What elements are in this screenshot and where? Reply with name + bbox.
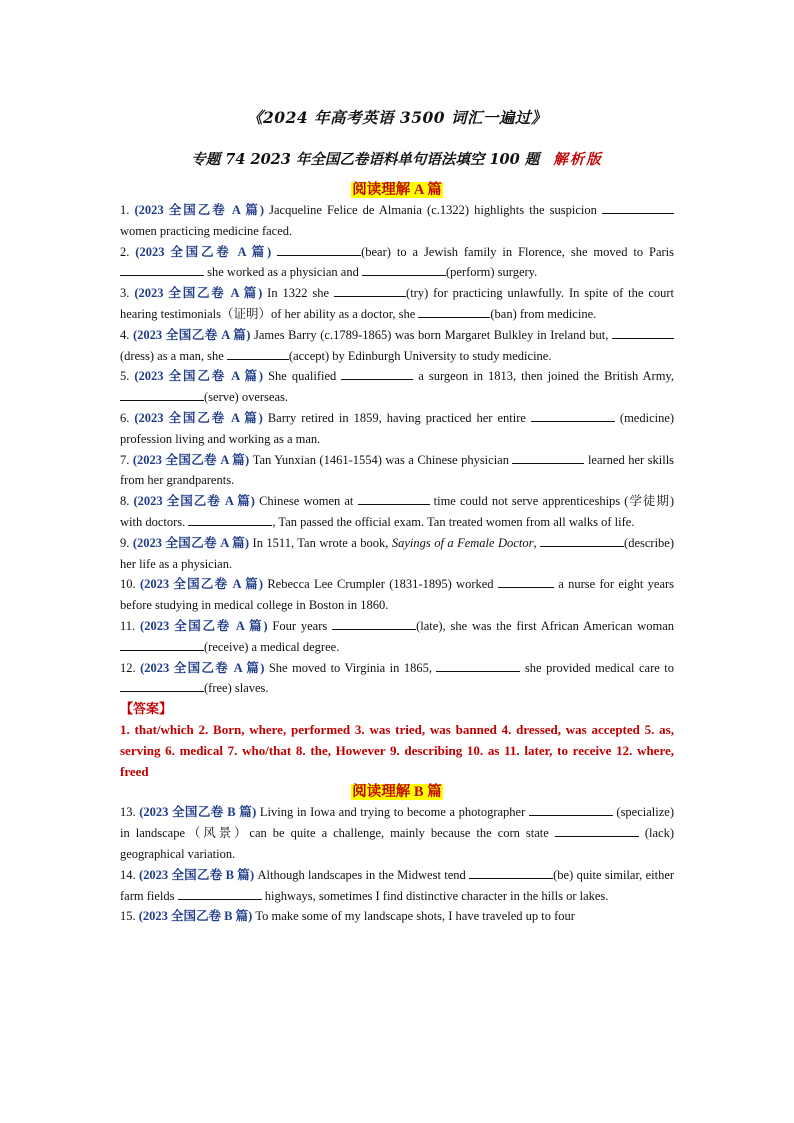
answer-blank[interactable] <box>227 347 289 360</box>
answer-blank[interactable] <box>602 201 674 214</box>
section-heading-b: 阅读理解 B 篇 <box>352 784 442 801</box>
question-12: 12. (2023 全国乙卷 A 篇) She moved to Virginia in 1865, she provided medical care to (free) slaves. <box>120 660 674 696</box>
answer-blank[interactable] <box>178 887 262 900</box>
section-heading-a: 阅读理解 A 篇 <box>352 182 442 198</box>
answers-label: 【答案】 <box>120 701 173 717</box>
answer-blank[interactable] <box>334 284 406 297</box>
answer-blank[interactable] <box>612 326 674 339</box>
answer-blank[interactable] <box>436 659 520 672</box>
question-6: 6. (2023 全国乙卷 A 篇) Barry retired in 1859, having practiced her entire (medicine) profession living and working as a man. <box>120 410 675 446</box>
document-subtitle <box>0 148 794 169</box>
answer-blank[interactable] <box>529 803 613 816</box>
question-9: 9. (2023 全国乙卷 A 篇) In 1511, Tan wrote a book, Sayings of a Female Doctor, (describe) her life as a physician. <box>120 535 675 571</box>
answers-text: 1. that/which 2. Born, where, performed 3. was tried, was banned 4. dressed, was accepted 5. as, serving 6. medical 7. who/that 8. the, However 9. describing 10. as 11. later, to receive 12. where, freed <box>120 721 674 779</box>
question-11: 11. (2023 全国乙卷 A 篇) Four years (late), she was the first African American woman (receive) a medical degree. <box>120 618 675 654</box>
answer-blank[interactable] <box>555 824 639 837</box>
subtitle-text: 专题 74 2023 年全国乙卷语料单句语法填空 100 题 <box>191 151 540 168</box>
answer-blank[interactable] <box>358 492 430 505</box>
question-4: 4. (2023 全国乙卷 A 篇) James Barry (c.1789-1865) was born Margaret Bulkley in Ireland but, (dress) as a man, she (accept) by Edinburgh University to study medicine. <box>120 325 674 367</box>
answer-blank[interactable] <box>512 451 584 464</box>
answer-blank[interactable] <box>469 866 553 879</box>
answer-blank[interactable] <box>120 263 204 276</box>
answer-blank[interactable] <box>531 409 615 422</box>
question-14: 14. (2023 全国乙卷 B 篇) Although landscapes in the Midwest tend (be) quite similar, either farm fields highways, sometimes I find distinctive character in the hills or lakes. <box>120 867 675 903</box>
question-15: 15. (2023 全国乙卷 B 篇) To make some of my landscape shots, I have traveled up to four <box>120 909 575 924</box>
question-13: 13. (2023 全国乙卷 B 篇) Living in Iowa and trying to become a photographer (specialize) in landscape（风景）can be quite a challenge, mainly because the corn state (lack) geographical variation. <box>120 805 675 861</box>
answer-blank[interactable] <box>362 263 446 276</box>
question-2: 2. (2023 全国乙卷 A 篇) (bear) to a Jewish family in Florence, she moved to Paris she worked as a physician and (perform) surgery. <box>120 244 675 280</box>
answer-blank[interactable] <box>418 305 490 318</box>
document-content <box>120 180 674 927</box>
subtitle-tag: 解析版 <box>553 151 603 168</box>
question-3: 3. (2023 全国乙卷 A 篇) In 1322 she (try) for practicing unlawfully. In spite of the court hearing testimonials（证明）of her ability as a doctor, she (ban) from medicine. <box>120 286 675 321</box>
question-5: 5. (2023 全国乙卷 A 篇) She qualified a surgeon in 1813, then joined the British Army, (serve) overseas. <box>120 369 675 405</box>
document-title: 《2024 年高考英语 3500 词汇一遍过》 <box>247 108 547 127</box>
question-8: 8. (2023 全国乙卷 A 篇) Chinese women at time could not serve apprenticeships (学徒期) with doctors. , Tan passed the official exam. Tan treated women from all walks of life. <box>120 494 675 529</box>
answer-blank[interactable] <box>120 679 204 692</box>
answer-blank[interactable] <box>120 388 204 401</box>
answer-blank[interactable] <box>277 243 361 256</box>
answer-blank[interactable] <box>332 617 416 630</box>
answer-blank[interactable] <box>120 638 204 651</box>
answer-blank[interactable] <box>498 575 554 588</box>
question-1: 1. (2023 全国乙卷 A 篇) Jacqueline Felice de Almania (c.1322) highlights the suspicion women practicing medicine faced. <box>120 200 674 242</box>
question-7: 7. (2023 全国乙卷 A 篇) Tan Yunxian (1461-1554) was a Chinese physician learned her skills from her grandparents. <box>120 452 675 488</box>
answer-blank[interactable] <box>341 367 413 380</box>
question-10: 10. (2023 全国乙卷 A 篇) Rebecca Lee Crumpler (1831-1895) worked a nurse for eight years before studying in medical college in Boston in 1860. <box>120 577 675 613</box>
answer-blank[interactable] <box>188 513 272 526</box>
answer-blank[interactable] <box>540 534 624 547</box>
